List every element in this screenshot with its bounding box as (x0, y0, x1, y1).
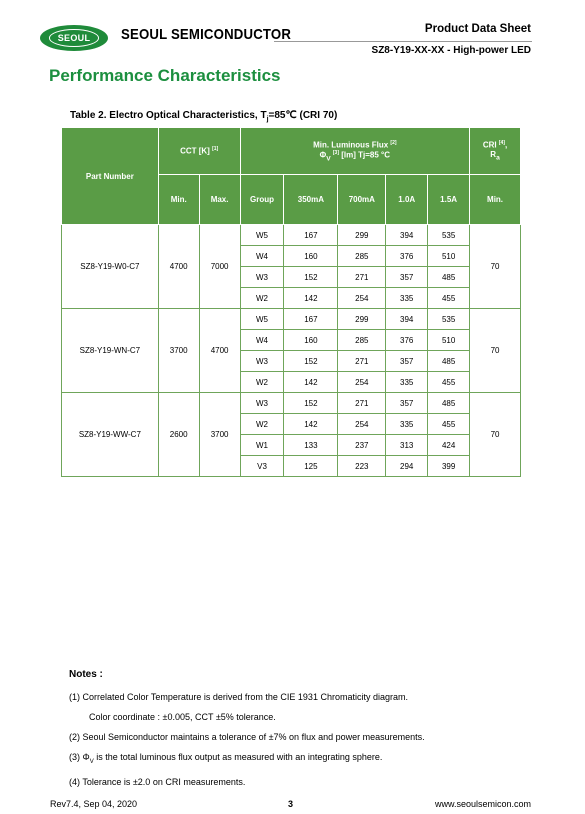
flux-1a-cell: 376 (386, 330, 428, 351)
cct-min: 2600 (158, 393, 199, 477)
part-name: SZ8-Y19-WN-C7 (62, 309, 159, 393)
note-4: (4) Tolerance is ±2.0 on CRI measurements. (69, 776, 246, 787)
product-name: SZ8-Y19-XX-XX - High-power LED (371, 45, 531, 56)
header-700ma: 700mA (338, 175, 386, 225)
flux-1a-cell: 394 (386, 309, 428, 330)
cri-min: 70 (470, 309, 521, 393)
company-name: SEOUL SEMICONDUCTOR (121, 26, 292, 43)
header-1a: 1.0A (386, 175, 428, 225)
table-caption: Table 2. Electro Optical Characteristics, $T_j=85℃$ (CRI 70) (70, 110, 338, 123)
flux-350-cell: 167 (284, 309, 338, 330)
cct-min: 3700 (158, 309, 199, 393)
note-1-detail: Color coordinate : ±0.005, CCT ±5% tolerance. (89, 712, 276, 722)
flux-15a-cell: 485 (428, 267, 470, 288)
flux-1a-cell: 376 (386, 246, 428, 267)
flux-700-cell: 254 (338, 414, 386, 435)
flux-1a-cell: 335 (386, 414, 428, 435)
flux-350-cell: 142 (284, 414, 338, 435)
cct-max: 4700 (199, 309, 240, 393)
flux-700-cell: 271 (338, 267, 386, 288)
flux-700-cell: 285 (338, 330, 386, 351)
group-cell: W4 (240, 246, 284, 267)
flux-1a-cell: 357 (386, 393, 428, 414)
flux-15a-cell: 399 (428, 456, 470, 477)
flux-1a-cell: 313 (386, 435, 428, 456)
flux-1a-cell: 294 (386, 456, 428, 477)
part-name: SZ8-Y19-WW-C7 (62, 393, 159, 477)
cri-min: 70 (470, 393, 521, 477)
group-cell: W2 (240, 414, 284, 435)
group-cell: W2 (240, 288, 284, 309)
notes-section (69, 665, 425, 792)
flux-15a-cell: 455 (428, 372, 470, 393)
group-cell: W4 (240, 330, 284, 351)
group-cell: W3 (240, 267, 284, 288)
flux-700-cell: 299 (338, 225, 386, 246)
flux-1a-cell: 357 (386, 267, 428, 288)
page-number: 3 (288, 799, 294, 809)
table-row (62, 225, 521, 246)
flux-350-cell: 167 (284, 225, 338, 246)
header-group: Group (240, 175, 284, 225)
flux-350-cell: 160 (284, 330, 338, 351)
footer-url[interactable]: www.seoulsemicon.com (434, 799, 531, 809)
flux-700-cell: 299 (338, 309, 386, 330)
flux-700-cell: 271 (338, 393, 386, 414)
cct-min: 4700 (158, 225, 199, 309)
flux-350-cell: 152 (284, 393, 338, 414)
flux-15a-cell: 535 (428, 225, 470, 246)
header-cri-min: Min. (470, 175, 521, 225)
group-cell: W5 (240, 309, 284, 330)
flux-15a-cell: 455 (428, 414, 470, 435)
group-cell: W5 (240, 225, 284, 246)
flux-350-cell: 152 (284, 267, 338, 288)
electro-optical-table (61, 127, 521, 477)
table-row (62, 309, 521, 330)
group-cell: W1 (240, 435, 284, 456)
flux-15a-cell: 485 (428, 351, 470, 372)
cct-max: 7000 (199, 225, 240, 309)
header-cct-min: Min. (158, 175, 199, 225)
flux-350-cell: 142 (284, 288, 338, 309)
flux-15a-cell: 535 (428, 309, 470, 330)
header-cct: CCT [K] [1] (158, 128, 240, 175)
cct-max: 3700 (199, 393, 240, 477)
flux-350-cell: 133 (284, 435, 338, 456)
flux-1a-cell: 394 (386, 225, 428, 246)
flux-15a-cell: 510 (428, 330, 470, 351)
header-15a: 1.5A (428, 175, 470, 225)
flux-350-cell: 152 (284, 351, 338, 372)
flux-15a-cell: 485 (428, 393, 470, 414)
flux-350-cell: 142 (284, 372, 338, 393)
note-1: (1) Correlated Color Temperature is derived from the CIE 1931 Chromaticity diagram. (69, 692, 408, 702)
section-title: Performance Characteristics (49, 66, 281, 85)
flux-1a-cell: 335 (386, 288, 428, 309)
flux-350-cell: 125 (284, 456, 338, 477)
flux-1a-cell: 357 (386, 351, 428, 372)
group-cell: W3 (240, 393, 284, 414)
header-cct-max: Max. (199, 175, 240, 225)
table-row (62, 393, 521, 414)
header-cri: CRI [4], $R_a$ (470, 128, 521, 175)
seoul-logo (40, 25, 108, 51)
notes-title: Notes : (69, 669, 103, 680)
flux-15a-cell: 455 (428, 288, 470, 309)
group-cell: W2 (240, 372, 284, 393)
logo-text: SEOUL (49, 29, 100, 47)
flux-700-cell: 254 (338, 372, 386, 393)
flux-700-cell: 237 (338, 435, 386, 456)
flux-1a-cell: 335 (386, 372, 428, 393)
group-cell: V3 (240, 456, 284, 477)
header-part-number: Part Number (62, 128, 159, 225)
flux-15a-cell: 510 (428, 246, 470, 267)
flux-350-cell: 160 (284, 246, 338, 267)
header-350ma: 350mA (284, 175, 338, 225)
cri-min: 70 (470, 225, 521, 309)
doc-type: Product Data Sheet (424, 23, 531, 35)
flux-700-cell: 271 (338, 351, 386, 372)
flux-700-cell: 285 (338, 246, 386, 267)
footer-revision: Rev7.4, Sep 04, 2020 (50, 799, 138, 809)
group-cell: W3 (240, 351, 284, 372)
flux-700-cell: 254 (338, 288, 386, 309)
flux-15a-cell: 424 (428, 435, 470, 456)
note-2: (2) Seoul Semiconductor maintains a tolerance of ±7% on flux and power measurements. (69, 732, 425, 742)
part-name: SZ8-Y19-W0-C7 (62, 225, 159, 309)
header-divider (274, 41, 532, 42)
note-3: (3) $\Phi_V$ is the total luminous flux output as measured with an integrating sphere. (69, 752, 383, 765)
flux-700-cell: 223 (338, 456, 386, 477)
header-flux: Min. Luminous Flux [2] $\Phi_V$ [3] [lm] Tj=85 °C (240, 128, 470, 175)
